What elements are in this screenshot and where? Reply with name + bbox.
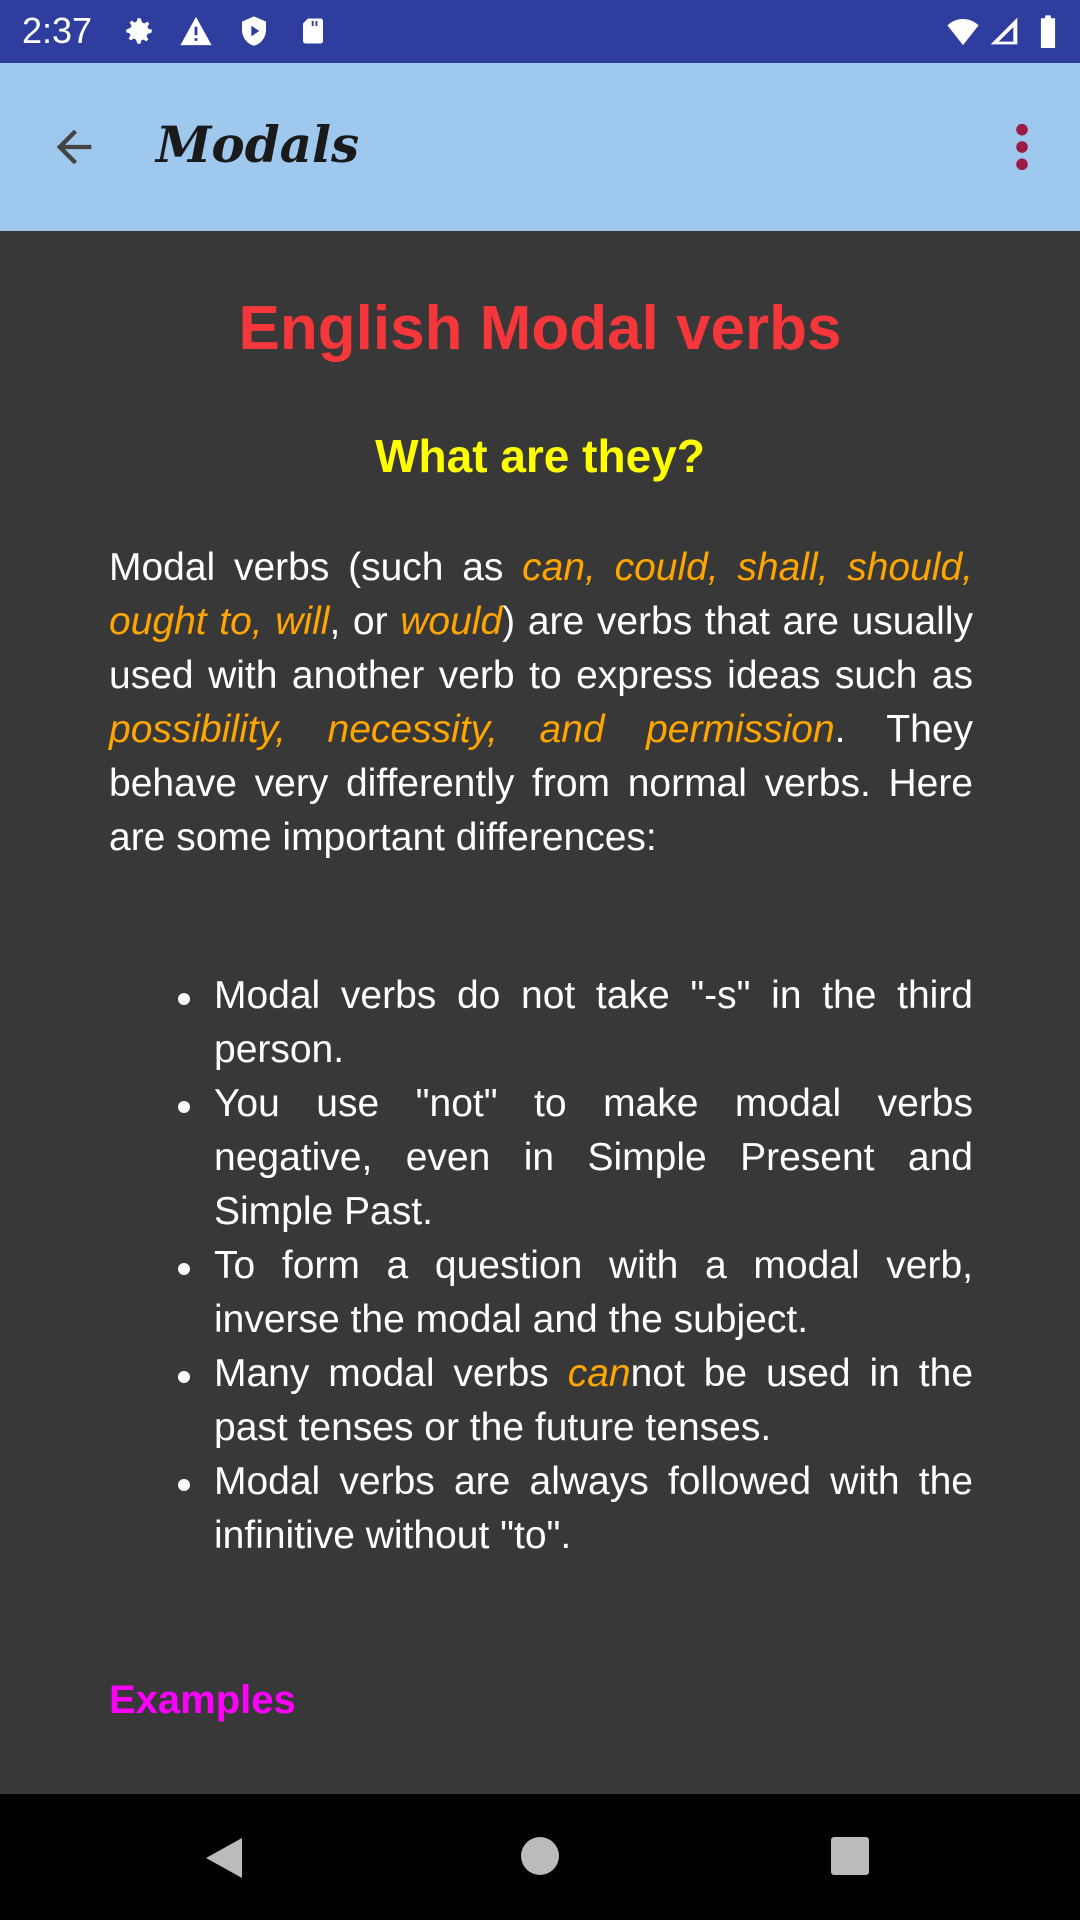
battery-icon [1036,14,1060,48]
triangle-back-icon [204,1836,244,1880]
text: , or [329,600,401,643]
list-item: Modal verbs are always followed with the infinitive without "to". [214,1455,973,1563]
circle-home-icon [520,1836,560,1876]
list-item: You use "not" to make modal verbs negative, even in Simple Present and Simple Past. [214,1077,973,1239]
text: ) are verbs that are usually used with another verb to express ideas such as [109,600,973,697]
signal-icon [988,14,1020,48]
highlight: possibility, necessity, and permission [109,708,835,751]
content-area [0,231,1080,1794]
highlight: can, could, shall, should, ought to, will [109,546,973,643]
status-time: 2:37 [22,10,93,51]
highlight: would [400,600,503,643]
wifi-icon [944,14,982,48]
gear-icon [122,14,156,48]
text: . They behave very differently from normal verbs. Here are some important differences: [109,708,974,859]
intro-paragraph [109,541,973,865]
app-title: Modals [156,115,360,174]
nav-home-button[interactable] [520,1836,560,1881]
differences-list [214,969,973,1563]
text: not be used in the past tenses or the future tenses. [214,1352,974,1449]
navigation-bar [0,1794,1080,1920]
examples-heading: Examples [109,1678,296,1722]
arrow-back-icon[interactable] [48,121,100,173]
text: Modal verbs (such as [109,546,523,589]
shield-play-icon [238,14,270,48]
more-vert-icon[interactable] [1004,121,1040,173]
nav-back-button[interactable] [204,1836,244,1885]
warning-icon [178,14,214,48]
list-item [214,1347,973,1455]
status-bar [0,0,1080,63]
page-title: English Modal verbs [238,294,842,363]
nav-recents-button[interactable] [830,1836,870,1881]
list-item: To form a question with a modal verb, inverse the modal and the subject. [214,1239,973,1347]
app-bar [0,63,1080,231]
square-recents-icon [830,1836,870,1876]
section-subtitle: What are they? [375,430,705,482]
highlight: can [567,1352,631,1395]
list-item: Modal verbs do not take "-s" in the third person. [214,969,973,1077]
text: Many modal verbs [214,1352,568,1395]
sd-card-icon [298,14,328,48]
